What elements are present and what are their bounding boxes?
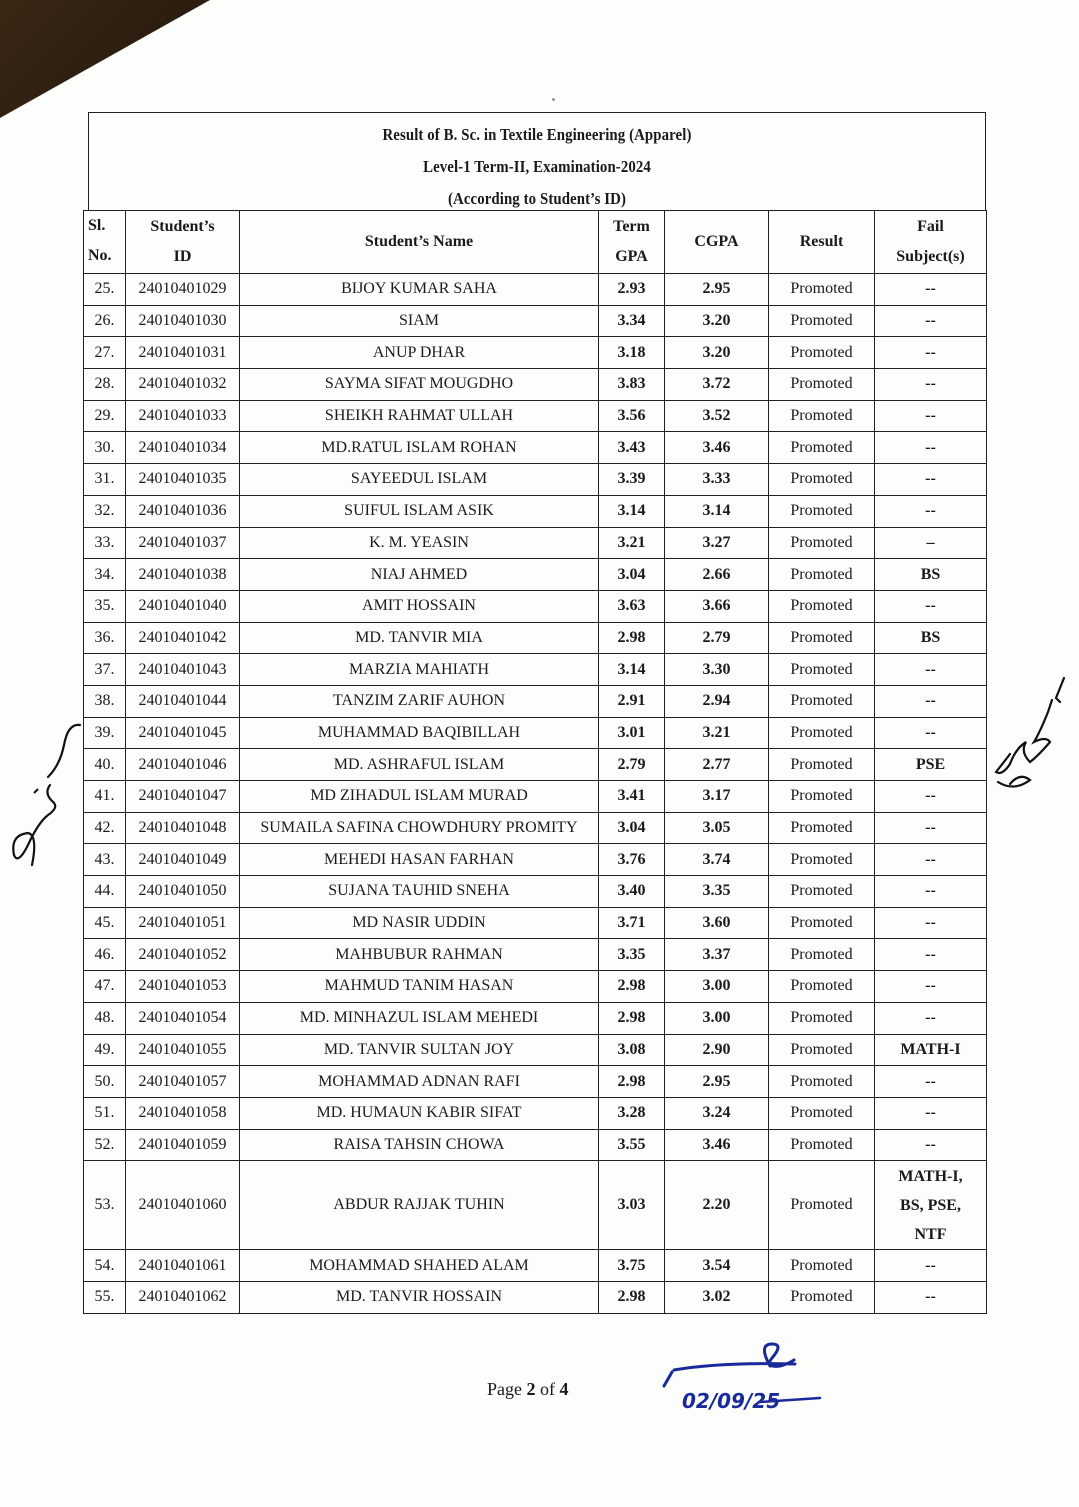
- cell-cgpa: 3.66: [665, 590, 769, 622]
- cell-term-gpa: 3.43: [599, 432, 665, 464]
- cell-sl-no: 42.: [84, 812, 126, 844]
- cell-student-name: RAISA TAHSIN CHOWA: [240, 1129, 599, 1161]
- cell-sl-no: 31.: [84, 464, 126, 496]
- cell-cgpa: 3.14: [665, 495, 769, 527]
- signature-right-margin: [990, 672, 1070, 802]
- cell-student-name: MD. MINHAZUL ISLAM MEHEDI: [240, 1002, 599, 1034]
- cell-fail-subjects: --: [875, 590, 987, 622]
- cell-fail-subjects: --: [875, 464, 987, 496]
- cell-student-name: MEHEDI HASAN FARHAN: [240, 844, 599, 876]
- paper-speck: [552, 98, 555, 101]
- cell-term-gpa: 3.34: [599, 305, 665, 337]
- table-row: [84, 274, 987, 306]
- cell-result: Promoted: [769, 369, 875, 401]
- cell-term-gpa: 3.63: [599, 590, 665, 622]
- cell-student-id: 24010401050: [126, 876, 240, 908]
- cell-result: Promoted: [769, 717, 875, 749]
- cell-fail-subjects: BS: [875, 559, 987, 591]
- cell-term-gpa: 3.03: [599, 1161, 665, 1250]
- cell-term-gpa: 2.98: [599, 1066, 665, 1098]
- cell-fail-subjects: --: [875, 781, 987, 813]
- cell-cgpa: 3.20: [665, 305, 769, 337]
- cell-student-name: ABDUR RAJJAK TUHIN: [240, 1161, 599, 1250]
- cell-student-id: 24010401051: [126, 907, 240, 939]
- cell-term-gpa: 2.98: [599, 1281, 665, 1313]
- cell-term-gpa: 3.40: [599, 876, 665, 908]
- cell-term-gpa: 3.75: [599, 1250, 665, 1282]
- cell-fail-subjects: --: [875, 876, 987, 908]
- cell-fail-subjects: --: [875, 654, 987, 686]
- cell-result: Promoted: [769, 844, 875, 876]
- cell-sl-no: 37.: [84, 654, 126, 686]
- cell-fail-subjects: --: [875, 844, 987, 876]
- cell-student-id: 24010401043: [126, 654, 240, 686]
- table-row: [84, 812, 987, 844]
- cell-term-gpa: 3.39: [599, 464, 665, 496]
- cell-cgpa: 2.90: [665, 1034, 769, 1066]
- cell-fail-subjects: BS: [875, 622, 987, 654]
- cell-student-name: NIAJ AHMED: [240, 559, 599, 591]
- cell-fail-subjects: --: [875, 495, 987, 527]
- cell-term-gpa: 3.55: [599, 1129, 665, 1161]
- cell-student-id: 24010401055: [126, 1034, 240, 1066]
- cell-sl-no: 36.: [84, 622, 126, 654]
- cell-sl-no: 27.: [84, 337, 126, 369]
- cell-sl-no: 32.: [84, 495, 126, 527]
- cell-student-name: MD.RATUL ISLAM ROHAN: [240, 432, 599, 464]
- cell-fail-subjects: --: [875, 939, 987, 971]
- document-header: [88, 112, 986, 210]
- cell-term-gpa: 3.76: [599, 844, 665, 876]
- cell-student-name: SUMAILA SAFINA CHOWDHURY PROMITY: [240, 812, 599, 844]
- cell-student-id: 24010401053: [126, 971, 240, 1003]
- title-line-2: Level-1 Term-II, Examination-2024: [423, 157, 651, 176]
- cell-sl-no: 50.: [84, 1066, 126, 1098]
- cell-student-id: 24010401049: [126, 844, 240, 876]
- cell-term-gpa: 3.14: [599, 654, 665, 686]
- table-row: [84, 844, 987, 876]
- cell-result: Promoted: [769, 971, 875, 1003]
- col-header-sl: Sl. No.: [84, 211, 126, 274]
- cell-student-id: 24010401038: [126, 559, 240, 591]
- table-row: [84, 1250, 987, 1282]
- cell-result: Promoted: [769, 464, 875, 496]
- cell-term-gpa: 2.79: [599, 749, 665, 781]
- cell-cgpa: 3.30: [665, 654, 769, 686]
- fail-subject-line: MATH-I,: [898, 1167, 963, 1185]
- cell-sl-no: 51.: [84, 1097, 126, 1129]
- cell-fail-subjects: --: [875, 1281, 987, 1313]
- cell-result: Promoted: [769, 1250, 875, 1282]
- table-row: [84, 907, 987, 939]
- cell-student-id: 24010401054: [126, 1002, 240, 1034]
- cell-term-gpa: 3.08: [599, 1034, 665, 1066]
- cell-student-name: MAHMUD TANIM HASAN: [240, 971, 599, 1003]
- cell-fail-subjects: --: [875, 337, 987, 369]
- result-sheet: [85, 112, 985, 1314]
- cell-result: Promoted: [769, 812, 875, 844]
- cell-fail-subjects: --: [875, 971, 987, 1003]
- cell-student-id: 24010401045: [126, 717, 240, 749]
- cell-result: Promoted: [769, 1034, 875, 1066]
- cell-cgpa: 3.74: [665, 844, 769, 876]
- cell-student-name: SIAM: [240, 305, 599, 337]
- cell-term-gpa: 3.56: [599, 400, 665, 432]
- cell-sl-no: 48.: [84, 1002, 126, 1034]
- table-row: [84, 1034, 987, 1066]
- cell-student-name: MD. TANVIR HOSSAIN: [240, 1281, 599, 1313]
- cell-student-name: BIJOY KUMAR SAHA: [240, 274, 599, 306]
- cell-cgpa: 2.95: [665, 1066, 769, 1098]
- cell-cgpa: 3.20: [665, 337, 769, 369]
- cell-fail-subjects: MATH-I: [875, 1034, 987, 1066]
- cell-cgpa: 3.05: [665, 812, 769, 844]
- cell-result: Promoted: [769, 1281, 875, 1313]
- cell-sl-no: 38.: [84, 685, 126, 717]
- cell-student-id: 24010401058: [126, 1097, 240, 1129]
- cell-student-id: 24010401031: [126, 337, 240, 369]
- table-row: [84, 1097, 987, 1129]
- cell-student-id: 24010401059: [126, 1129, 240, 1161]
- table-row: [84, 749, 987, 781]
- svg-text:02/09/25: 02/09/25: [682, 1389, 781, 1413]
- cell-fail-subjects: --: [875, 907, 987, 939]
- cell-cgpa: 3.72: [665, 369, 769, 401]
- results-table: [83, 210, 987, 1314]
- cell-term-gpa: 3.28: [599, 1097, 665, 1129]
- col-header-term-gpa: Term GPA: [599, 211, 665, 274]
- cell-cgpa: 3.21: [665, 717, 769, 749]
- cell-sl-no: 45.: [84, 907, 126, 939]
- cell-student-name: SHEIKH RAHMAT ULLAH: [240, 400, 599, 432]
- cell-sl-no: 53.: [84, 1161, 126, 1250]
- cell-fail-subjects: --: [875, 1097, 987, 1129]
- cell-student-name: ANUP DHAR: [240, 337, 599, 369]
- cell-sl-no: 52.: [84, 1129, 126, 1161]
- table-row: [84, 1281, 987, 1313]
- cell-fail-subjects: –: [875, 527, 987, 559]
- table-row: [84, 1161, 987, 1250]
- cell-cgpa: 3.37: [665, 939, 769, 971]
- table-row: [84, 369, 987, 401]
- cell-student-id: 24010401057: [126, 1066, 240, 1098]
- cell-student-id: 24010401035: [126, 464, 240, 496]
- cell-cgpa: 3.00: [665, 1002, 769, 1034]
- cell-student-name: K. M. YEASIN: [240, 527, 599, 559]
- cell-cgpa: 3.02: [665, 1281, 769, 1313]
- cell-sl-no: 44.: [84, 876, 126, 908]
- cell-cgpa: 3.00: [665, 971, 769, 1003]
- cell-fail-subjects: --: [875, 1129, 987, 1161]
- cell-result: Promoted: [769, 559, 875, 591]
- cell-term-gpa: 2.98: [599, 1002, 665, 1034]
- cell-sl-no: 34.: [84, 559, 126, 591]
- cell-sl-no: 40.: [84, 749, 126, 781]
- cell-term-gpa: 3.41: [599, 781, 665, 813]
- cell-term-gpa: 3.18: [599, 337, 665, 369]
- cell-result: Promoted: [769, 527, 875, 559]
- cell-result: Promoted: [769, 907, 875, 939]
- table-row: [84, 305, 987, 337]
- cell-student-id: 24010401040: [126, 590, 240, 622]
- cell-student-name: AMIT HOSSAIN: [240, 590, 599, 622]
- table-row: [84, 1129, 987, 1161]
- cell-cgpa: 2.66: [665, 559, 769, 591]
- cell-student-name: MARZIA MAHIATH: [240, 654, 599, 686]
- cell-sl-no: 26.: [84, 305, 126, 337]
- table-row: [84, 971, 987, 1003]
- cell-sl-no: 29.: [84, 400, 126, 432]
- cell-student-name: MD. TANVIR MIA: [240, 622, 599, 654]
- cell-sl-no: 54.: [84, 1250, 126, 1282]
- cell-sl-no: 25.: [84, 274, 126, 306]
- cell-student-id: 24010401060: [126, 1161, 240, 1250]
- col-header-result: Result: [769, 211, 875, 274]
- cell-cgpa: 3.35: [665, 876, 769, 908]
- cell-cgpa: 2.95: [665, 274, 769, 306]
- table-row: [84, 685, 987, 717]
- table-row: [84, 622, 987, 654]
- cell-student-name: TANZIM ZARIF AUHON: [240, 685, 599, 717]
- signature-blue-with-date: [660, 1338, 830, 1423]
- cell-student-name: SAYEEDUL ISLAM: [240, 464, 599, 496]
- table-row: [84, 876, 987, 908]
- table-row: [84, 464, 987, 496]
- table-row: [84, 1002, 987, 1034]
- cell-fail-subjects: --: [875, 274, 987, 306]
- desk-background: [0, 0, 210, 118]
- cell-student-name: SUJANA TAUHID SNEHA: [240, 876, 599, 908]
- cell-fail-subjects: --: [875, 812, 987, 844]
- table-row: [84, 495, 987, 527]
- cell-result: Promoted: [769, 400, 875, 432]
- cell-term-gpa: 2.93: [599, 274, 665, 306]
- table-row: [84, 939, 987, 971]
- table-row: [84, 654, 987, 686]
- cell-sl-no: 33.: [84, 527, 126, 559]
- cell-student-name: MD. ASHRAFUL ISLAM: [240, 749, 599, 781]
- cell-result: Promoted: [769, 622, 875, 654]
- cell-fail-subjects: --: [875, 369, 987, 401]
- cell-result: Promoted: [769, 1097, 875, 1129]
- cell-term-gpa: 2.91: [599, 685, 665, 717]
- cell-sl-no: 30.: [84, 432, 126, 464]
- cell-result: Promoted: [769, 749, 875, 781]
- cell-student-id: 24010401042: [126, 622, 240, 654]
- cell-term-gpa: 3.35: [599, 939, 665, 971]
- table-row: [84, 337, 987, 369]
- cell-sl-no: 49.: [84, 1034, 126, 1066]
- cell-cgpa: 3.33: [665, 464, 769, 496]
- cell-sl-no: 28.: [84, 369, 126, 401]
- cell-cgpa: 2.94: [665, 685, 769, 717]
- cell-result: Promoted: [769, 590, 875, 622]
- cell-fail-subjects: --: [875, 1250, 987, 1282]
- cell-cgpa: 3.24: [665, 1097, 769, 1129]
- cell-sl-no: 47.: [84, 971, 126, 1003]
- cell-term-gpa: 2.98: [599, 622, 665, 654]
- cell-sl-no: 55.: [84, 1281, 126, 1313]
- cell-result: Promoted: [769, 305, 875, 337]
- cell-result: Promoted: [769, 1161, 875, 1250]
- table-row: [84, 781, 987, 813]
- cell-cgpa: 3.52: [665, 400, 769, 432]
- cell-sl-no: 43.: [84, 844, 126, 876]
- cell-student-id: 24010401033: [126, 400, 240, 432]
- cell-fail-subjects: --: [875, 1066, 987, 1098]
- cell-cgpa: 2.77: [665, 749, 769, 781]
- cell-result: Promoted: [769, 274, 875, 306]
- table-header-row: [84, 211, 987, 274]
- cell-result: Promoted: [769, 337, 875, 369]
- cell-student-name: MUHAMMAD BAQIBILLAH: [240, 717, 599, 749]
- cell-fail-subjects: --: [875, 1002, 987, 1034]
- cell-student-name: MD. TANVIR SULTAN JOY: [240, 1034, 599, 1066]
- cell-student-id: 24010401062: [126, 1281, 240, 1313]
- fail-subject-line: NTF: [914, 1225, 947, 1243]
- cell-sl-no: 41.: [84, 781, 126, 813]
- cell-result: Promoted: [769, 939, 875, 971]
- col-header-id: Student’s ID: [126, 211, 240, 274]
- cell-student-id: 24010401034: [126, 432, 240, 464]
- cell-fail-subjects: --: [875, 685, 987, 717]
- cell-fail-subjects: [875, 1161, 987, 1250]
- cell-result: Promoted: [769, 654, 875, 686]
- cell-student-id: 24010401044: [126, 685, 240, 717]
- cell-term-gpa: 2.98: [599, 971, 665, 1003]
- cell-student-name: MD ZIHADUL ISLAM MURAD: [240, 781, 599, 813]
- cell-result: Promoted: [769, 1129, 875, 1161]
- cell-student-id: 24010401029: [126, 274, 240, 306]
- cell-result: Promoted: [769, 781, 875, 813]
- page-number: Page 2 of 4: [487, 1379, 569, 1399]
- cell-term-gpa: 3.01: [599, 717, 665, 749]
- cell-term-gpa: 3.21: [599, 527, 665, 559]
- cell-result: Promoted: [769, 1066, 875, 1098]
- table-row: [84, 527, 987, 559]
- cell-result: Promoted: [769, 685, 875, 717]
- col-header-cgpa: CGPA: [665, 211, 769, 274]
- table-row: [84, 559, 987, 591]
- table-row: [84, 1066, 987, 1098]
- cell-student-id: 24010401052: [126, 939, 240, 971]
- cell-cgpa: 3.46: [665, 1129, 769, 1161]
- cell-result: Promoted: [769, 1002, 875, 1034]
- cell-student-name: MAHBUBUR RAHMAN: [240, 939, 599, 971]
- cell-term-gpa: 3.14: [599, 495, 665, 527]
- cell-cgpa: 3.46: [665, 432, 769, 464]
- cell-cgpa: 3.60: [665, 907, 769, 939]
- cell-student-name: MOHAMMAD SHAHED ALAM: [240, 1250, 599, 1282]
- col-header-fail: Fail Subject(s): [875, 211, 987, 274]
- cell-term-gpa: 3.04: [599, 812, 665, 844]
- cell-student-id: 24010401048: [126, 812, 240, 844]
- cell-student-id: 24010401032: [126, 369, 240, 401]
- cell-cgpa: 2.79: [665, 622, 769, 654]
- table-row: [84, 590, 987, 622]
- cell-student-id: 24010401047: [126, 781, 240, 813]
- cell-cgpa: 3.54: [665, 1250, 769, 1282]
- col-header-name: Student’s Name: [240, 211, 599, 274]
- cell-sl-no: 39.: [84, 717, 126, 749]
- cell-result: Promoted: [769, 495, 875, 527]
- cell-student-id: 24010401037: [126, 527, 240, 559]
- cell-student-id: 24010401030: [126, 305, 240, 337]
- cell-sl-no: 35.: [84, 590, 126, 622]
- cell-fail-subjects: PSE: [875, 749, 987, 781]
- cell-student-name: MD. HUMAUN KABIR SIFAT: [240, 1097, 599, 1129]
- cell-cgpa: 3.27: [665, 527, 769, 559]
- cell-fail-subjects: --: [875, 717, 987, 749]
- table-row: [84, 432, 987, 464]
- cell-student-name: MOHAMMAD ADNAN RAFI: [240, 1066, 599, 1098]
- cell-fail-subjects: --: [875, 400, 987, 432]
- table-row: [84, 717, 987, 749]
- cell-term-gpa: 3.83: [599, 369, 665, 401]
- cell-cgpa: 3.17: [665, 781, 769, 813]
- cell-student-id: 24010401036: [126, 495, 240, 527]
- signature-left-margin: [8, 715, 88, 875]
- cell-student-id: 24010401046: [126, 749, 240, 781]
- title-line-1: Result of B. Sc. in Textile Engineering (Apparel): [382, 125, 692, 144]
- cell-term-gpa: 3.04: [599, 559, 665, 591]
- cell-term-gpa: 3.71: [599, 907, 665, 939]
- fail-subject-line: BS, PSE,: [900, 1196, 961, 1214]
- cell-fail-subjects: --: [875, 305, 987, 337]
- cell-student-name: SAYMA SIFAT MOUGDHO: [240, 369, 599, 401]
- cell-student-name: SUIFUL ISLAM ASIK: [240, 495, 599, 527]
- cell-cgpa: 2.20: [665, 1161, 769, 1250]
- cell-student-id: 24010401061: [126, 1250, 240, 1282]
- cell-result: Promoted: [769, 432, 875, 464]
- cell-student-name: MD NASIR UDDIN: [240, 907, 599, 939]
- cell-fail-subjects: --: [875, 432, 987, 464]
- cell-result: Promoted: [769, 876, 875, 908]
- title-line-3: (According to Student’s ID): [447, 189, 627, 208]
- cell-sl-no: 46.: [84, 939, 126, 971]
- table-row: [84, 400, 987, 432]
